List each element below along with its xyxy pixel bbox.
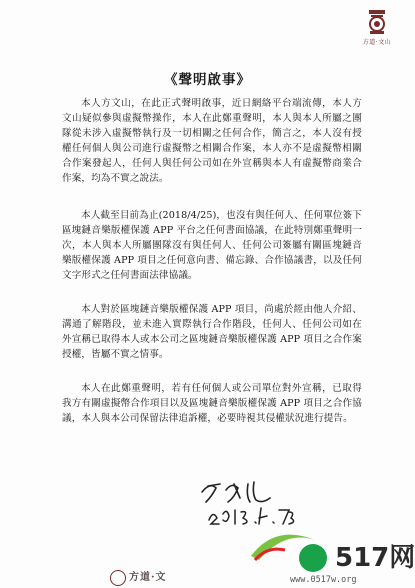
footer-seal (110, 568, 166, 586)
paragraph-4: 本人在此鄭重聲明，若有任何個人或公司單位對外宣稱，已取得我方有關虛擬幣合作項目以及區塊鏈音樂版權保護 APP 項目之合作協議，本人與本公司保留法律追訴權，必要時視其侵權狀況進行提告。 (62, 383, 362, 424)
watermark-url: www.0517w.org (290, 575, 357, 585)
footer-seal-text: 方道·文 (129, 572, 167, 583)
paragraph-3: 本人對於區塊鏈音樂版權保護 APP 項目，尚處於經由他人介紹、溝通了解階段，並未進入實際執行合作階段，任何人、任何公司如在外宣稱已取得本人或本公司之區塊鏈音樂版權保護 APP 項目之合作案授權，皆屬不實之情事。 (62, 304, 362, 360)
logo (354, 9, 400, 46)
paragraph-1: 本人方文山，在此正式聲明啟事，近日網絡平台端流傳，本人方文山疑似參與虛擬幣操作，本人在此鄭重聲明，本人與本人所屬之團隊從未涉入虛擬幣執行及一切相關之任何合作，簡言之，本人沒有授權任何個人與公司進行虛擬幣之相關合作案，本人亦不是虛擬幣相關合作案發起人，任何人與任何公司如在外宣稱與本人有虛擬幣商業合作案，均為不實之說法。 (62, 98, 362, 184)
paragraph-2: 本人截至目前為止(2018/4/25)，也沒有與任何人、任何單位簽下區塊鏈音樂版權保護 APP 平台之任何書面協議，在此特別鄭重聲明一次，本人與本人所屬團隊沒有與任何人、任何公司簽屬有關區塊鏈音樂版權保護 APP 項目之任何意向書、備忘錄、合作協議書，以及任何文字形式之任何書面法律協議。 (62, 210, 362, 281)
logo-text: 方道·文山 (362, 39, 392, 46)
seal-mark-icon (110, 570, 126, 586)
document-title: 《聲明啟事》 (164, 72, 251, 88)
seal-emblem-icon (366, 9, 388, 35)
svg-text:517网: 517网 (335, 543, 415, 573)
